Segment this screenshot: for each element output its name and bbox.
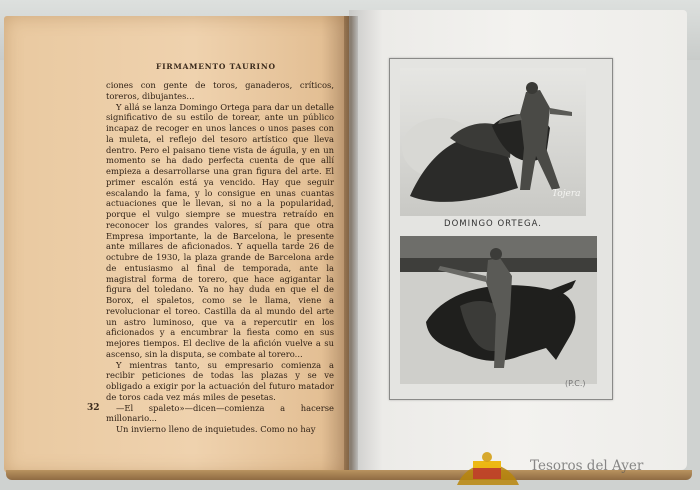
tesoros-logo-icon [455,447,521,487]
bullfight-photo-top [400,68,586,216]
page-number: 32 [87,403,100,413]
paragraph: Y allá se lanza Domingo Ortega para dar un detalle significativo de su estilo de torear, ante un público incapaz de recoger en unos lances o unos pases con la muleta, el reflejo del tesoro artístico que lleva dentro. Pero el paisano tiene vista de águila, y en un momento se ha dado perfecta cuenta de que allí empieza a desarrollarse una gran figura del arte. El primer escalón está ya vencido. Hay que seguir escalando la fama, y lo consigue en unas cuantas actuaciones que le llevan, si no a la popularidad, porque el vulgo siempre se muestra retraído en reconocer los grandes valores, sí para que otra Empresa importante, la de Barcelona, le presente ante millares de aficionados. Y aquella tarde 26 de octubre de 1930, la plaza grande de Barcelona arde de entusiasmo al final de temporada, ante la magistral forma de torero, que hace agigantar la figura del toledano. Ya no hay duda en que el de Borox, el spaletos, como se le llama, viene a revolucionar el toreo. Castilla da al mundo del arte un astro luminoso, que va a repercutir en los aficionados y a encumbrar la fiesta como en sus mejores tiempos. El declive de la afición vuelve a su ascenso, sin la disputa, se combate al torero... [106,101,334,359]
body-text [106,80,334,435]
photo-credit: (P.C.) [565,379,586,388]
book-gutter [344,16,358,476]
paragraph: Un invierno lleno de inquietudes. Como no hay [116,424,316,434]
paragraph: ciones con gente de toros, ganaderos, críticos, toreros, dibujantes... [106,80,334,101]
bullfight-scene-illustration [400,68,586,216]
bullfight-photo-bottom [400,236,597,384]
site-watermark: Tesoros del Ayer [530,458,644,474]
paragraph: Y mientras tanto, su empresario comienza a recibir peticiones de todas las plazas y se ve obligado a exigir por la actuación del futuro matador de toros cada vez más miles de pesetas. [106,359,334,402]
paragraph: —El spaleto»—dicen—comienza a hacerse millonario... [106,402,334,424]
photo-caption: DOMINGO ORTEGA. [444,219,542,229]
photo-signature: Tojera [552,189,581,199]
bullfight-pass-illustration [400,236,597,384]
running-head: FIRMAMENTO TAURINO [156,62,276,71]
